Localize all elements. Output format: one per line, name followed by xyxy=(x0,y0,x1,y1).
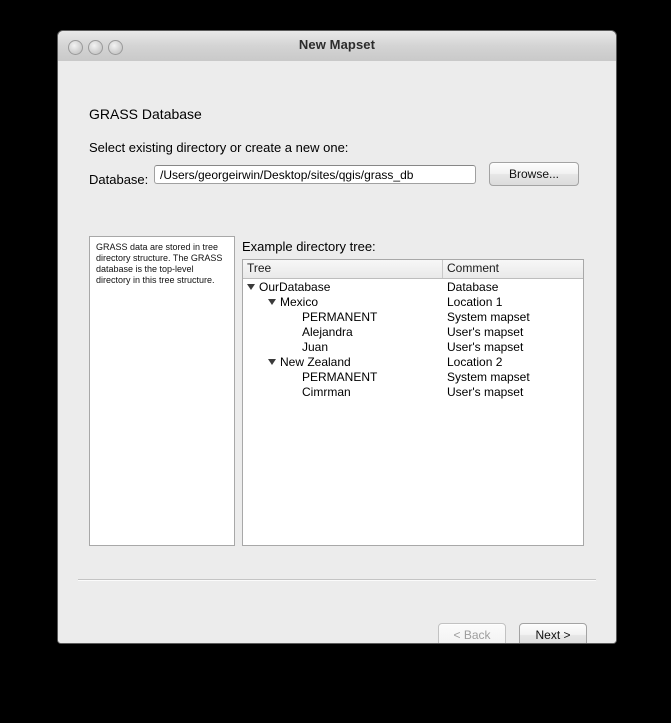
page-title: GRASS Database xyxy=(89,106,202,122)
new-mapset-dialog xyxy=(57,30,617,644)
divider xyxy=(78,579,596,581)
tree-item-comment: System mapset xyxy=(447,309,530,324)
info-text: GRASS data are stored in tree directory structure. The GRASS database is the top-level directory in this tree structure. xyxy=(96,242,223,285)
info-panel xyxy=(89,236,235,546)
tree-item-label: Mexico xyxy=(280,294,319,309)
next-button[interactable]: Next > xyxy=(519,623,587,644)
tree-row[interactable] xyxy=(243,279,583,294)
tree-item-label: Cimrman xyxy=(302,384,351,399)
tree-item-comment: User's mapset xyxy=(447,339,524,354)
tree-header xyxy=(243,260,583,279)
tree-item-label: Juan xyxy=(302,339,329,354)
tree-row[interactable] xyxy=(243,384,583,399)
tree-row-name xyxy=(243,295,443,309)
tree-row[interactable] xyxy=(243,294,583,309)
tree-caption: Example directory tree: xyxy=(242,239,376,254)
tree-item-comment: System mapset xyxy=(447,369,530,384)
window-title: New Mapset xyxy=(298,37,376,52)
back-button[interactable]: < Back xyxy=(438,623,506,644)
tree-item-comment: User's mapset xyxy=(447,384,524,399)
tree-item-label: New Zealand xyxy=(280,354,351,369)
tree-row[interactable] xyxy=(243,354,583,369)
dialog-content xyxy=(58,61,616,643)
tree-item-label: PERMANENT xyxy=(302,309,378,324)
tree-item-comment: Database xyxy=(447,279,499,294)
expand-triangle-icon[interactable] xyxy=(268,299,276,305)
tree-item-comment: Location 1 xyxy=(447,294,503,309)
tree-body xyxy=(243,279,583,399)
database-label: Database: xyxy=(89,172,149,187)
tree-row[interactable] xyxy=(243,324,583,339)
tree-row-name xyxy=(243,355,443,369)
tree-row-name xyxy=(243,325,443,339)
tree-row-name xyxy=(243,280,443,294)
expand-triangle-icon[interactable] xyxy=(268,359,276,365)
example-directory-tree[interactable] xyxy=(242,259,584,546)
expand-triangle-icon[interactable] xyxy=(247,284,255,290)
instruction-text: Select existing directory or create a new one: xyxy=(89,140,349,155)
tree-row-name xyxy=(243,385,443,399)
tree-row[interactable] xyxy=(243,309,583,324)
tree-item-label: OurDatabase xyxy=(259,279,331,294)
tree-column-header-tree[interactable]: Tree xyxy=(243,260,443,278)
tree-row-name xyxy=(243,310,443,324)
tree-item-label: PERMANENT xyxy=(302,369,378,384)
tree-row[interactable] xyxy=(243,339,583,354)
tree-row-name xyxy=(243,340,443,354)
tree-item-comment: User's mapset xyxy=(447,324,524,339)
tree-column-header-comment[interactable]: Comment xyxy=(447,261,500,275)
tree-row-name xyxy=(243,370,443,384)
tree-row[interactable] xyxy=(243,369,583,384)
tree-item-comment: Location 2 xyxy=(447,354,503,369)
database-path-input[interactable] xyxy=(154,165,476,184)
tree-item-label: Alejandra xyxy=(302,324,353,339)
browse-button[interactable]: Browse... xyxy=(489,162,579,186)
title-bar[interactable] xyxy=(58,31,616,62)
